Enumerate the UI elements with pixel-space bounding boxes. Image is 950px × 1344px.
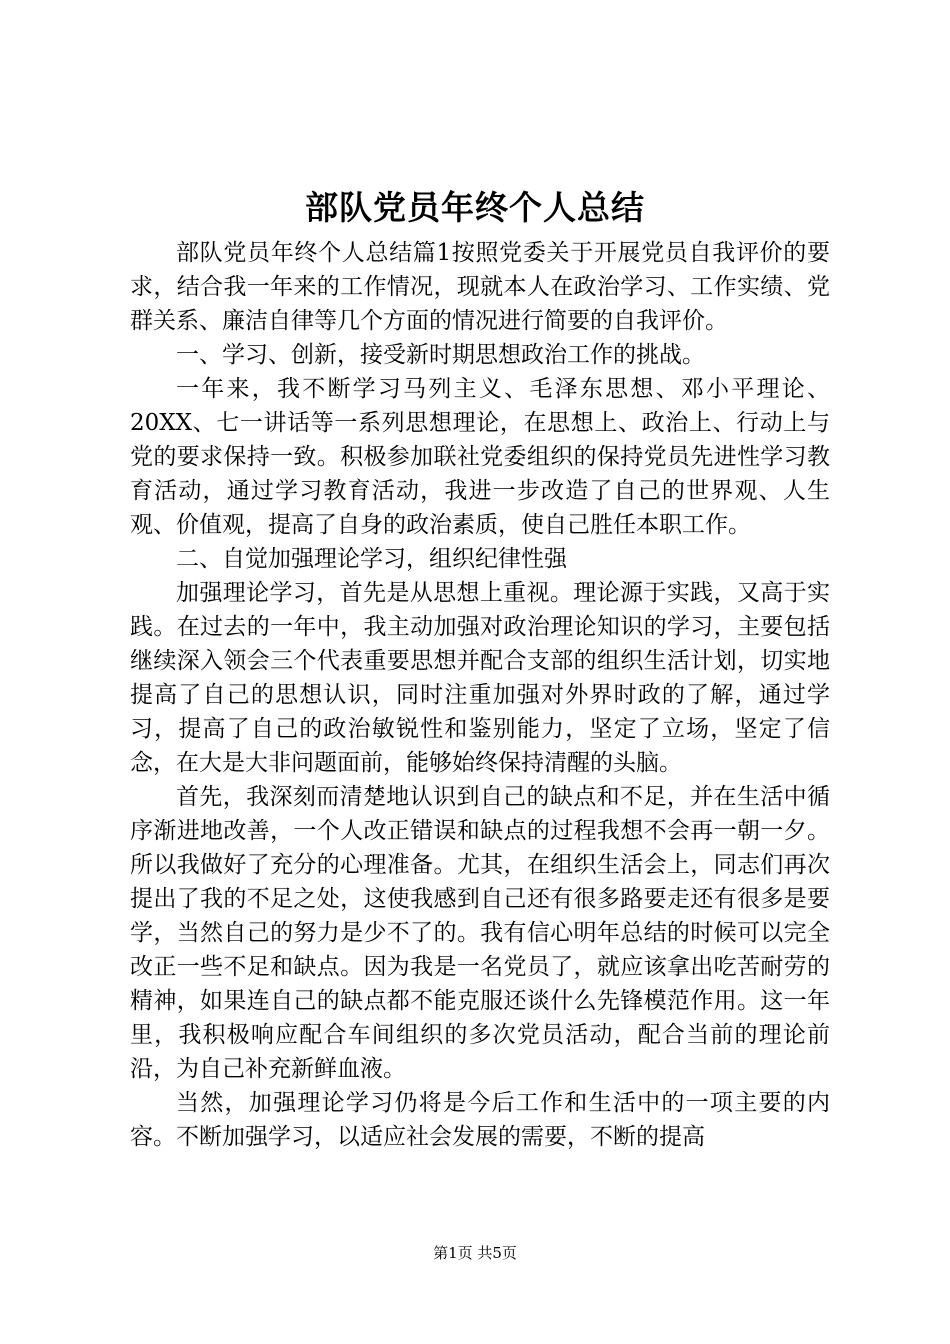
document-title: 部队党员年终个人总结 [305,188,645,227]
document-body [130,236,830,1154]
paragraph-continued: 当然，加强理论学习仍将是今后工作和生活中的一项主要的内容。不断加强学习，以适应社会发展的需要，不断的提高 [130,1090,830,1150]
paragraph-study: 一年来，我不断学习马列主义、毛泽东思想、邓小平理论、20XX、七一讲话等一系列思想理论，在思想上、政治上、行动上与党的要求保持一致。积极参加联社党委组织的保持党员先进性学习教育活动，通过学习教育活动，我进一步改造了自己的世界观、人生观、价值观，提高了自身的政治素质，使自己胜任本职工作。 [130,376,830,538]
section-heading-1: 一、学习、创新，接受新时期思想政治工作的挑战。 [176,342,705,368]
paragraph-shortcomings: 首先，我深刻而清楚地认识到自己的缺点和不足，并在生活中循序渐进地改善，一个人改正错误和缺点的过程我想不会再一朝一夕。所以我做好了充分的心理准备。尤其，在组织生活会上，同志们再次提出了我的不足之处，这使我感到自己还有很多路要走还有很多是要学，当然自己的努力是少不了的。我有信心明年总结的时候可以完全改正一些不足和缺点。因为我是一名党员了，就应该拿出吃苦耐劳的精神，如果连自己的缺点都不能克服还谈什么先锋模范作用。这一年里，我积极响应配合车间组织的多次党员活动，配合当前的理论前沿，为自己补充新鲜血液。 [130,784,830,1082]
paragraph-intro: 部队党员年终个人总结篇1按照党委关于开展党员自我评价的要求，结合我一年来的工作情况，现就本人在政治学习、工作实绩、党群关系、廉洁自律等几个方面的情况进行简要的自我评价。 [130,240,830,334]
section-heading-2: 二、自觉加强理论学习，组织纪律性强 [176,546,567,572]
page-footer: 第1页 共5页 [433,1244,517,1262]
paragraph-theory: 加强理论学习，首先是从思想上重视。理论源于实践，又高于实践。在过去的一年中，我主动加强对政治理论知识的学习，主要包括继续深入领会三个代表重要思想并配合支部的组织生活计划，切实地提高了自己的思想认识，同时注重加强对外界时政的了解，通过学习，提高了自己的政治敏锐性和鉴别能力，坚定了立场，坚定了信念，在大是大非问题面前，能够始终保持清醒的头脑。 [130,580,830,776]
